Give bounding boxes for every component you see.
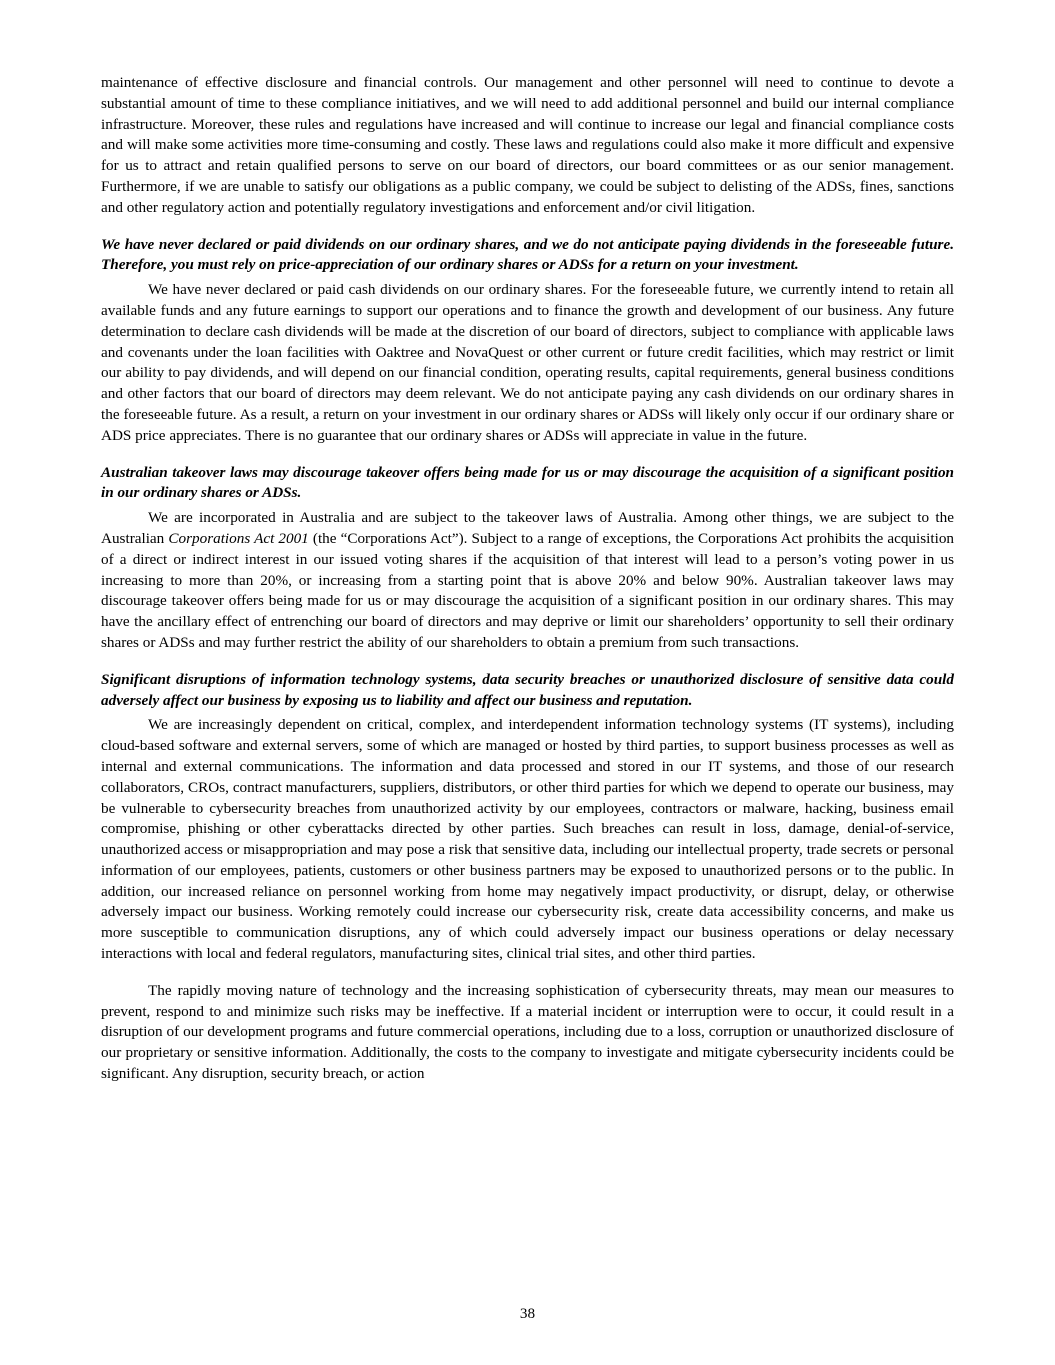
heading-takeover: Australian takeover laws may discourage takeover offers being made for us or may discourage the acquisition of a significant position in our ordinary shares or ADSs. bbox=[101, 463, 954, 502]
paragraph-takeover-rest: (the “Corporations Act”). Subject to a range of exceptions, the Corporations Act prohibits the acquisition of a direct or indirect interest in our issued voting shares if the acquisition of that interest will lead to a person’s voting power in us increasing to more than 20%, or increasing from a starting point that is above 20% and below 90%. Australian takeover laws may discourage takeover offers being made for us or may discourage the acquisition of a significant position in our ordinary shares. This may have the ancillary effect of entrenching our board of directors and may deprive or limit our shareholders’ opportunity to sell their ordinary shares or ADSs and may further restrict the ability of our shareholders to obtain a premium from such transactions. bbox=[101, 529, 955, 651]
corporations-act-title: Corporations Act 2001 bbox=[168, 529, 309, 547]
heading-it-systems: Significant disruptions of information technology systems, data security breaches or unauthorized disclosure of sensitive data could adversely affect our business by exposing us to liability and affect our business and reputation. bbox=[101, 670, 954, 709]
paragraph-takeover bbox=[101, 508, 954, 654]
document-page bbox=[101, 73, 954, 1085]
paragraph-it-systems-1: We are increasingly dependent on critical, complex, and interdependent information technology systems (IT systems), including cloud-based software and external servers, some of which are managed or hosted by third parties, to support business processes as well as internal and external communications. The information and data processed and stored in our IT systems, and those of our research collaborators, CROs, contract manufacturers, suppliers, distributors, or other third parties for which we depend to operate our business, may be vulnerable to cybersecurity breaches from unauthorized activity by our employees, contractors or malware, hacking, business email compromise, phishing or other cyberattacks directed by other parties. Such breaches can result in loss, damage, denial-of-service, unauthorized access or misappropriation and may pose a risk that sensitive data, including our intellectual property, trade secrets or personal information of our employees, patients, customers or other business partners may be exposed to unauthorized persons or to the public. In addition, our increased reliance on personnel working from home may negatively impact productivity, or disrupt, delay, or otherwise adversely impact our business. Working remotely could increase our cybersecurity risk, create data accessibility concerns, and make us more susceptible to communication disruptions, any of which could adversely impact our business operations or delay necessary interactions with local and federal regulators, manufacturing sites, clinical trial sites, and other third parties. bbox=[101, 716, 954, 963]
paragraph-takeover-lead: We are incorporated in Australia and are subject to the takeover laws of Australia. Among other things, we are subject to the Australian bbox=[101, 509, 954, 547]
heading-dividends: We have never declared or paid dividends on our ordinary shares, and we do not anticipate paying dividends in the foreseeable future. Therefore, you must rely on price-appreciation of our ordinary shares or ADSs for a return on your investment. bbox=[101, 235, 954, 274]
page-number: 38 bbox=[519, 1305, 536, 1322]
paragraph-intro: maintenance of effective disclosure and financial controls. Our management and other personnel will need to continue to devote a substantial amount of time to these compliance initiatives, and we will need to add additional personnel and build our internal compliance infrastructure. Moreover, these rules and regulations have increased and will continue to increase our legal and financial compliance costs and will make some activities more time-consuming and costly. These laws and regulations could also make it more difficult and expensive for us to attract and retain qualified persons to serve on our board of directors, our board committees or as our senior management. Furthermore, if we are unable to satisfy our obligations as a public company, we could be subject to delisting of the ADSs, fines, sanctions and other regulatory action and potentially regulatory investigations and enforcement and/or civil litigation. bbox=[101, 74, 954, 216]
paragraph-it-systems-2: The rapidly moving nature of technology and the increasing sophistication of cybersecurity threats, may mean our measures to prevent, respond to and minimize such risks may be ineffective. If a material incident or interruption were to occur, it could result in a disruption of our development programs and future commercial operations, including due to a loss, corruption or unauthorized disclosure of our proprietary or sensitive information. Additionally, the costs to the company to investigate and mitigate cybersecurity incidents could be significant. Any disruption, security breach, or action bbox=[101, 981, 954, 1083]
paragraph-dividends: We have never declared or paid cash dividends on our ordinary shares. For the foreseeable future, we currently intend to retain all available funds and any future earnings to support our operations and to finance the growth and development of our business. Any future determination to declare cash dividends will be made at the discretion of our board of directors, subject to compliance with applicable laws and covenants under the loan facilities with Oaktree and NovaQuest or other current or future credit facilities, which may restrict or limit our ability to pay dividends, and will depend on our financial condition, operating results, capital requirements, general business conditions and other factors that our board of directors may deem relevant. We do not anticipate paying any cash dividends on our ordinary shares in the foreseeable future. As a result, a return on your investment in our ordinary shares or ADSs will likely only occur if our ordinary share or ADS price appreciates. There is no guarantee that our ordinary shares or ADSs will appreciate in value in the future. bbox=[101, 281, 954, 444]
